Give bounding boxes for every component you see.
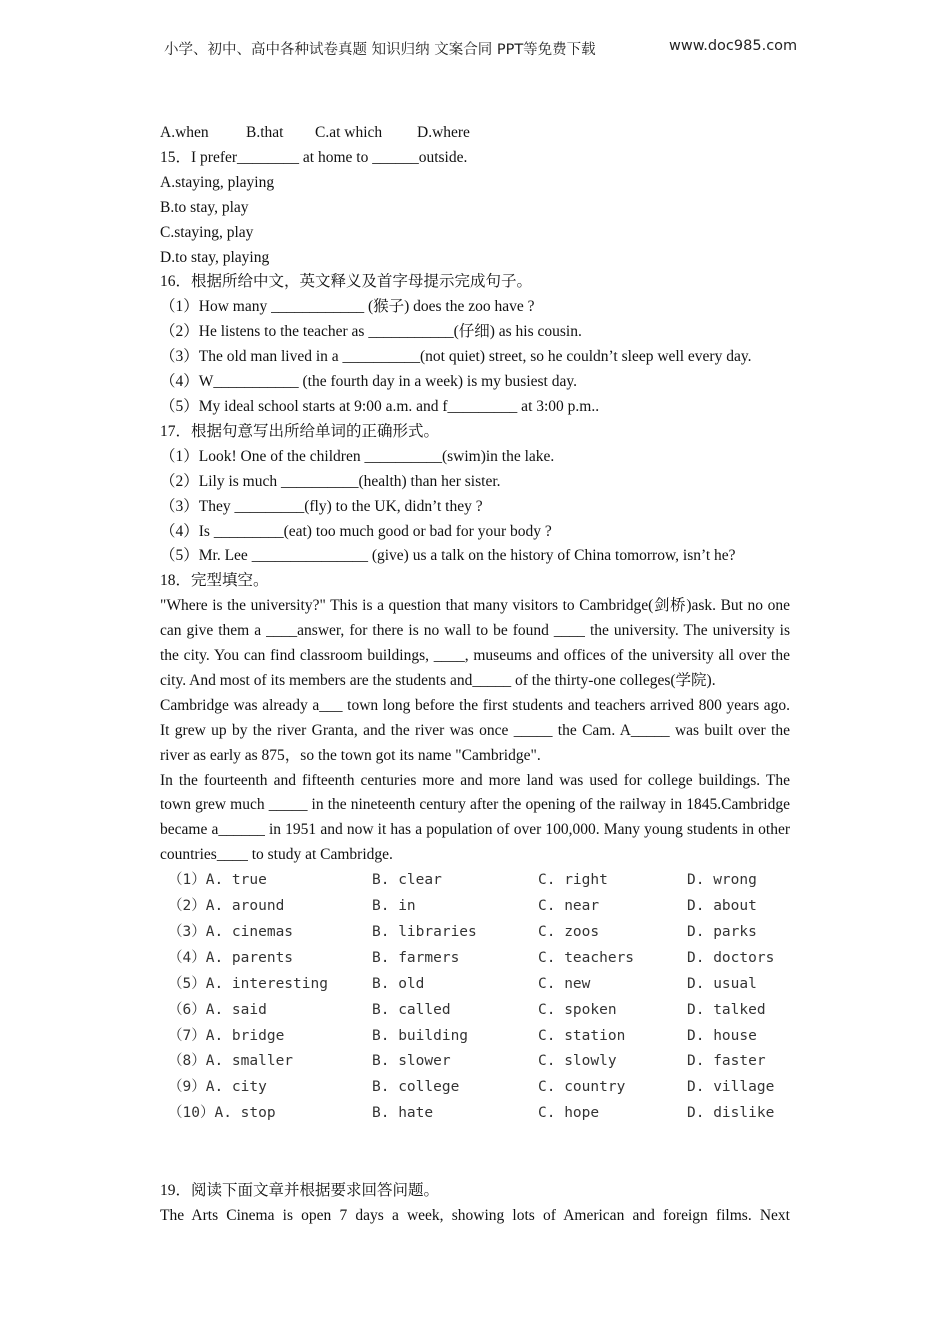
option-d: D. faster bbox=[687, 1053, 766, 1070]
option-b: B. college bbox=[372, 1079, 460, 1096]
options-row bbox=[160, 1049, 790, 1075]
option-c: C. hope bbox=[538, 1105, 600, 1122]
option-c: C. right bbox=[538, 872, 608, 889]
q19-title: 19．阅读下面文章并根据要求回答问题。 bbox=[160, 1182, 440, 1200]
option-a: （4）A. parents bbox=[168, 949, 294, 966]
q17-item: （1）Look! One of the children __________(swim)in the lake. bbox=[160, 447, 555, 465]
q18-paragraph: In the fourteenth and fifteenth centuries more and more land was used for college buildings. The town grew much _____ in the nineteenth century after the opening of the railway in 1845.Cambridge became a______ in 1951 and now it has a population of over 100,000. Many young students in other countries____ to study at Cambridge. bbox=[160, 771, 790, 864]
option-c: C. station bbox=[538, 1027, 626, 1044]
q15-option: A.staying, playing bbox=[160, 173, 275, 191]
option-d: D. talked bbox=[687, 1001, 766, 1018]
options-row bbox=[160, 1075, 790, 1101]
option-b: B. in bbox=[372, 898, 416, 915]
option-b: B. building bbox=[372, 1027, 469, 1044]
option-b: B. libraries bbox=[372, 923, 477, 940]
options-row bbox=[160, 894, 790, 920]
option-b: B. farmers bbox=[372, 949, 460, 966]
option-c: C. slowly bbox=[538, 1053, 617, 1070]
q14-option-b: B.that bbox=[246, 124, 284, 141]
option-a: （1）A. true bbox=[168, 872, 267, 889]
q17-item: （2）Lily is much __________(health) than her sister. bbox=[160, 472, 501, 490]
q15-option: C.staying, play bbox=[160, 223, 254, 241]
q16-item: （3）The old man lived in a __________(not quiet) street, so he couldn’t sleep well every day. bbox=[160, 348, 752, 366]
option-d: D. dislike bbox=[687, 1105, 775, 1122]
q16-title: 16．根据所给中文，英文释义及首字母提示完成句子。 bbox=[160, 273, 533, 291]
options-row bbox=[160, 946, 790, 972]
q17-item: （3）They _________(fly) to the UK, didn’t they ? bbox=[160, 497, 483, 515]
option-a: （5）A. interesting bbox=[168, 975, 328, 992]
q17-title: 17．根据句意写出所给单词的正确形式。 bbox=[160, 422, 440, 440]
q18-paragraph: Cambridge was already a___ town long before the first students and teachers arrived 800 years ago. It grew up by the river Granta, and the river was once _____ the Cam. A_____ was built over the river as early as 875，so the town got its name "Cambridge". bbox=[160, 696, 790, 764]
option-b: B. hate bbox=[372, 1105, 434, 1122]
header-site-link[interactable]: www.doc985.com bbox=[669, 38, 798, 54]
option-d: D. usual bbox=[687, 975, 757, 992]
options-row bbox=[160, 1101, 790, 1127]
q18-title: 18．完型填空。 bbox=[160, 572, 269, 590]
option-c: C. new bbox=[538, 975, 591, 992]
header-banner-text: 小学、初中、高中各种试卷真题 知识归纳 文案合同 PPT等免费下载 bbox=[164, 42, 596, 58]
options-row bbox=[160, 920, 790, 946]
option-c: C. teachers bbox=[538, 949, 635, 966]
q15-option: B.to stay, play bbox=[160, 198, 249, 216]
option-c: C. country bbox=[538, 1079, 626, 1096]
option-c: C. zoos bbox=[538, 923, 600, 940]
q14-option-d: D.where bbox=[417, 124, 470, 141]
option-a: （10）A. stop bbox=[168, 1105, 276, 1122]
option-b: B. called bbox=[372, 1001, 451, 1018]
options-row bbox=[160, 998, 790, 1024]
q19-text: The Arts Cinema is open 7 days a week, showing lots of American and foreign films. Next bbox=[160, 1207, 790, 1224]
q14-option-c: C.at which bbox=[315, 124, 383, 141]
option-d: D. village bbox=[687, 1079, 775, 1096]
option-c: C. near bbox=[538, 898, 600, 915]
option-d: D. house bbox=[687, 1027, 757, 1044]
option-a: （3）A. cinemas bbox=[168, 923, 294, 940]
q16-item: （5）My ideal school starts at 9:00 a.m. and f_________ at 3:00 p.m.. bbox=[160, 397, 600, 415]
option-d: D. wrong bbox=[687, 872, 757, 889]
option-a: （7）A. bridge bbox=[168, 1027, 285, 1044]
q16-item: （4）W___________ (the fourth day in a week) is my busiest day. bbox=[160, 373, 577, 391]
q18-paragraph: "Where is the university?" This is a question that many visitors to Cambridge(剑桥)ask. But no one can give them a ____answer, for there is no wall to be found ____ the university. The university is the city. You can find classroom buildings, ____, museums and offices of the university all over the city. And most of its members are the students and_____ of the thirty-one colleges(学院). bbox=[160, 597, 790, 689]
document-body bbox=[160, 121, 790, 1229]
q15-stem: 15．I prefer________ at home to ______outside. bbox=[160, 148, 468, 166]
q16-item: （2）He listens to the teacher as ___________(仔细) as his cousin. bbox=[160, 323, 582, 341]
option-b: B. slower bbox=[372, 1053, 451, 1070]
option-a: （8）A. smaller bbox=[168, 1053, 294, 1070]
q17-item: （4）Is _________(eat) too much good or bad for your body ? bbox=[160, 522, 552, 540]
q18-options-table bbox=[160, 868, 790, 1127]
page-header bbox=[164, 38, 804, 62]
option-a: （2）A. around bbox=[168, 898, 285, 915]
option-d: D. doctors bbox=[687, 949, 775, 966]
option-d: D. parks bbox=[687, 923, 757, 940]
options-row bbox=[160, 972, 790, 998]
q14-options bbox=[160, 121, 790, 146]
option-a: （9）A. city bbox=[168, 1079, 267, 1096]
q14-option-a: A.when bbox=[160, 124, 209, 141]
q15-option: D.to stay, playing bbox=[160, 248, 270, 266]
options-row bbox=[160, 868, 790, 894]
q16-item: （1）How many ____________ (猴子) does the zoo have ? bbox=[160, 298, 535, 316]
option-b: B. clear bbox=[372, 872, 442, 889]
option-d: D. about bbox=[687, 898, 757, 915]
options-row bbox=[160, 1024, 790, 1050]
option-b: B. old bbox=[372, 975, 425, 992]
section-spacer bbox=[160, 1127, 790, 1179]
option-c: C. spoken bbox=[538, 1001, 617, 1018]
q17-item: （5）Mr. Lee _______________ (give) us a talk on the history of China tomorrow, isn’t he? bbox=[160, 547, 736, 565]
option-a: （6）A. said bbox=[168, 1001, 267, 1018]
